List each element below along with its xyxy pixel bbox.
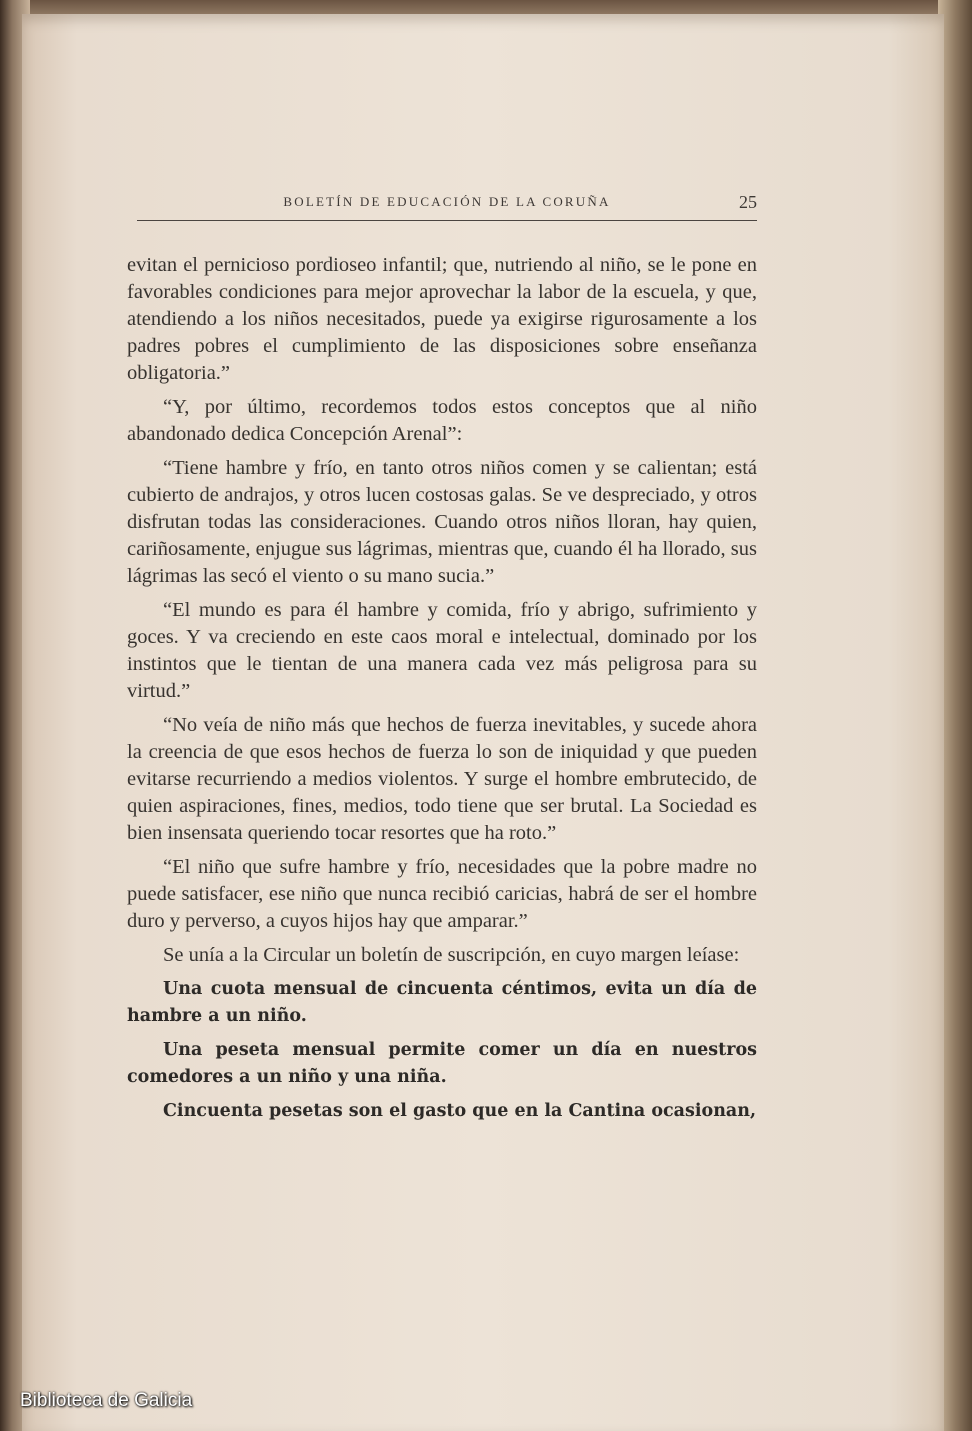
running-head [137, 194, 757, 221]
bold-notice: Una peseta mensual permite comer un día en nuestros comedores a un niño y una niña. [127, 1040, 757, 1087]
bold-notice: Cincuenta pesetas son el gasto que en la Cantina ocasionan, [163, 1101, 757, 1121]
paragraph: Se unía a la Circular un boletín de suscripción, en cuyo margen leíase: [163, 944, 740, 966]
bold-notice: Una cuota mensual de cincuenta céntimos, evita un día de hambre a un niño. [127, 979, 757, 1026]
body-text [127, 252, 757, 1132]
quote-paragraph: “No veía de niño más que hechos de fuerza inevitables, y sucede ahora la creencia de que esos hechos de fuerza lo son de iniquidad y que pueden evitarse recurriendo a medios violentos. Y surge el hombre embrutecido, de quien aspiraciones, fines, medios, todo tiene que ser brutal. La Sociedad es bien insensata queriendo tocar resortes que ha roto.” [127, 714, 757, 844]
quote-paragraph: “Tiene hambre y frío, en tanto otros niños comen y se calientan; está cubierto de andrajos, y otros lucen costosas galas. Se ve despreciado, y otros disfrutan todas las consideraciones. Cuando otros niños lloran, hay quien, cariñosamente, enjugue sus lágrimas, mientras que, cuando él ha llorado, sus lágrimas las secó el viento o su mano sucia.” [127, 457, 757, 587]
running-title: BOLETÍN DE EDUCACIÓN DE LA CORUÑA [283, 194, 611, 209]
library-watermark: Biblioteca de Galicia [20, 1390, 193, 1411]
scanned-page [22, 14, 944, 1431]
quote-paragraph: “El mundo es para él hambre y comida, frío y abrigo, sufrimiento y goces. Y va creciendo en este caos moral e intelectual, dominado por los instintos que le tientan de una manera cada vez más peligrosa para su virtud.” [127, 599, 757, 702]
page-number: 25 [739, 192, 757, 212]
paragraph: “Y, por último, recordemos todos estos conceptos que al niño abandonado dedica Concepción Arenal”: [127, 396, 757, 445]
quote-paragraph: “El niño que sufre hambre y frío, necesidades que la pobre madre no puede satisfacer, ese niño que nunca recibió caricias, habrá de ser el hombre duro y perverso, a cuyos hijos hay que amparar.” [127, 856, 757, 932]
paragraph: evitan el pernicioso pordioseo infantil; que, nutriendo al niño, se le pone en favorables condiciones para mejor aprovechar la labor de la escuela, y que, atendiendo a los niños necesitados, puede ya exigirse rigurosamente a los padres pobres el cumplimiento de las disposiciones sobre enseñanza obligatoria.” [127, 254, 757, 384]
